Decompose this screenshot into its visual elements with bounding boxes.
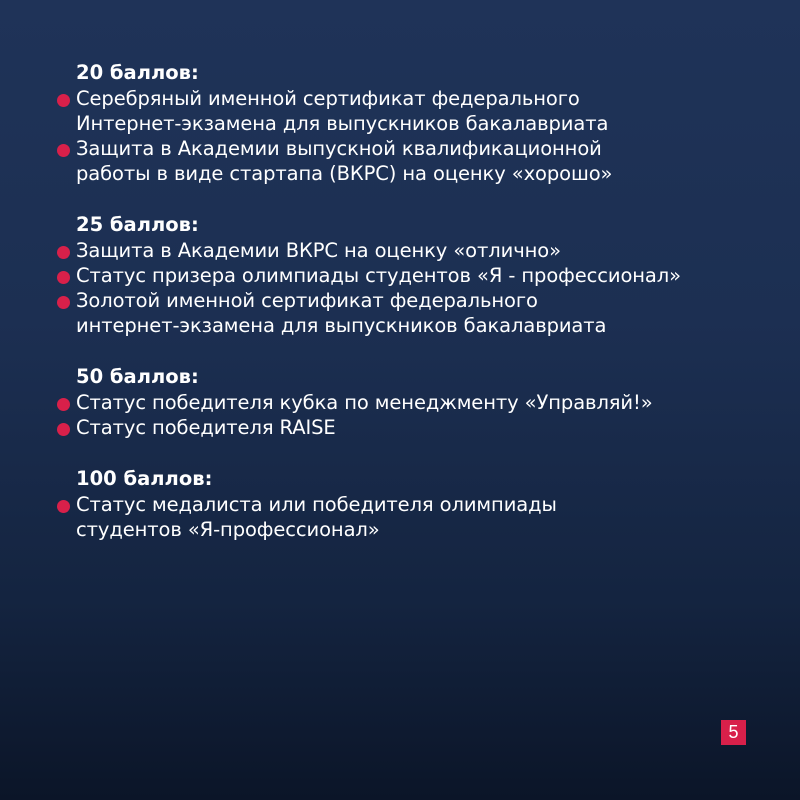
bullet-icon	[57, 398, 70, 411]
item-list	[57, 238, 777, 338]
list-item	[57, 136, 777, 186]
item-text: Статус победителя RAISE	[76, 416, 336, 439]
section-100-points	[57, 466, 777, 542]
list-item	[57, 415, 777, 440]
bullet-icon	[57, 94, 70, 107]
list-item	[57, 390, 777, 415]
item-list	[57, 390, 777, 440]
item-text: Статус медалиста или победителя олимпиады студентов «Я-профессионал»	[76, 493, 557, 541]
item-text: Статус победителя кубка по менеджменту «Управляй!»	[76, 391, 653, 414]
list-item	[57, 263, 777, 288]
item-list	[57, 492, 777, 542]
bullet-icon	[57, 271, 70, 284]
bullet-icon	[57, 423, 70, 436]
section-25-points	[57, 212, 777, 338]
page-number-badge: 5	[721, 720, 746, 745]
list-item	[57, 288, 777, 338]
item-text: Золотой именной сертификат федерального интернет-экзамена для выпускников бакалавриата	[76, 289, 607, 337]
item-list	[57, 86, 777, 186]
item-text: Защита в Академии ВКРС на оценку «отлично»	[76, 239, 561, 262]
item-text: Защита в Академии выпускной квалификационной работы в виде стартапа (ВКРС) на оценку «хорошо»	[76, 137, 613, 185]
section-title: 20 баллов:	[76, 61, 199, 84]
item-text: Статус призера олимпиады студентов «Я - профессионал»	[76, 264, 681, 287]
list-item	[57, 238, 777, 263]
list-item	[57, 86, 777, 136]
item-text: Серебряный именной сертификат федерального Интернет-экзамена для выпускников бакалавриата	[76, 87, 609, 135]
section-title: 100 баллов:	[76, 467, 213, 490]
list-item	[57, 492, 777, 542]
section-title: 50 баллов:	[76, 365, 199, 388]
section-50-points	[57, 364, 777, 440]
bullet-icon	[57, 296, 70, 309]
bullet-icon	[57, 500, 70, 513]
section-title: 25 баллов:	[76, 213, 199, 236]
section-20-points	[57, 60, 777, 186]
points-list	[57, 60, 777, 568]
bullet-icon	[57, 246, 70, 259]
bullet-icon	[57, 144, 70, 157]
